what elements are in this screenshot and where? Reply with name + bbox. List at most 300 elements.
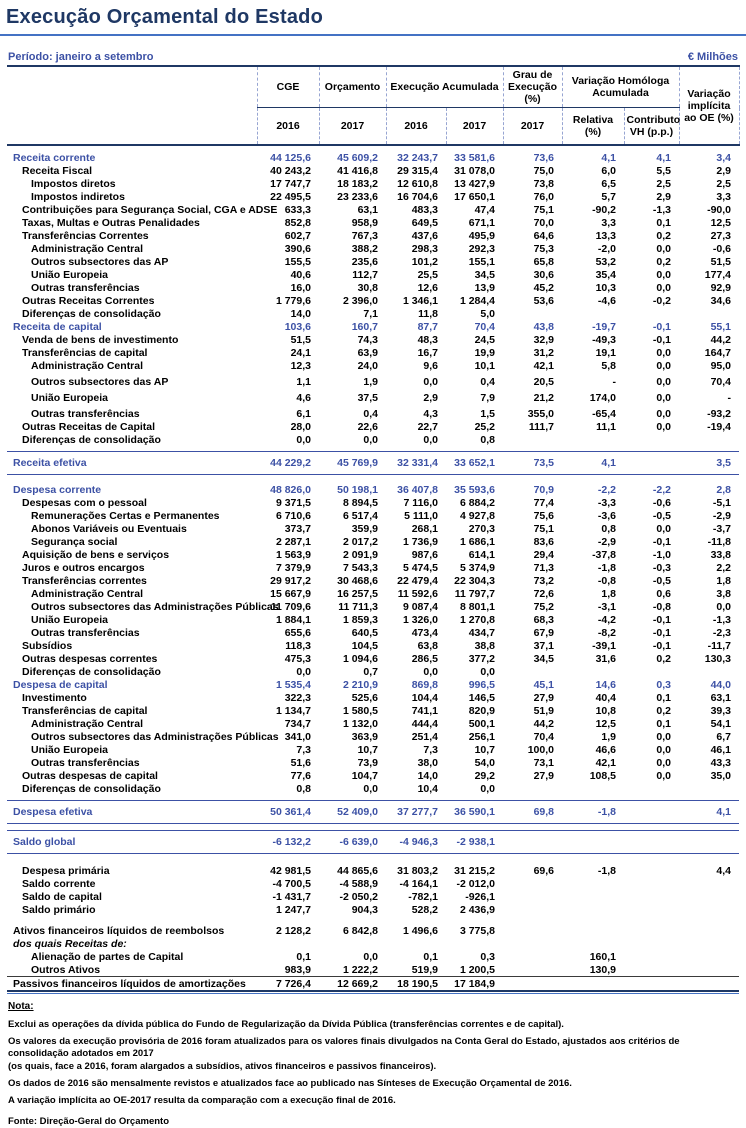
cell-value: 13,3	[595, 229, 616, 242]
cell-value: 44 229,2	[257, 452, 319, 475]
cell-value	[503, 782, 562, 795]
cell-value: 1 884,1	[275, 613, 311, 626]
row-label: Abonos Variáveis ou Eventuais	[31, 522, 187, 535]
column-sub-header: 2016	[257, 108, 319, 146]
cell-value: -19,7	[592, 320, 616, 333]
cell-value: -90,0	[707, 203, 732, 216]
cell-value	[562, 937, 624, 950]
cell-value: 31 215,2	[454, 864, 495, 877]
cell-value: 15 667,9	[270, 587, 311, 600]
cell-value: 0,0	[656, 407, 672, 420]
cell-value: 24,5	[474, 333, 495, 346]
cell-value: 76,0	[533, 190, 554, 203]
cell-value: 0,0	[656, 756, 672, 769]
cell-value: 0,0	[480, 782, 495, 795]
cell-value: 92,9	[710, 281, 732, 294]
period-label: Período: janeiro a setembro	[8, 51, 154, 63]
cell-value: 0,0	[423, 433, 438, 446]
row-label: Outros Ativos	[31, 963, 101, 976]
row-label: União Europeia	[31, 743, 109, 756]
cell-value: 104,7	[351, 769, 378, 782]
cell-value: 27,3	[710, 229, 732, 242]
cell-value: -0,1	[652, 639, 672, 652]
cell-value: 3,8	[716, 587, 732, 600]
cell-value: 5,0	[480, 307, 495, 320]
table-row	[7, 307, 739, 320]
cell-value: 12,5	[595, 717, 616, 730]
column-group-header: Variação implícita ao OE (%)	[679, 66, 739, 145]
row-label: Transferências correntes	[22, 574, 147, 587]
table-row	[7, 626, 739, 639]
cell-value: -1,3	[712, 613, 732, 626]
row-label: Passivos financeiros líquidos de amortizações	[7, 977, 257, 992]
cell-value: 40,6	[290, 268, 311, 281]
cell-value: -0,1	[652, 613, 672, 626]
cell-value	[624, 903, 679, 916]
cell-value: -49,3	[592, 333, 616, 346]
cell-value: 1 200,5	[459, 963, 495, 976]
cell-value: -11,8	[707, 535, 732, 548]
cell-value: 0,7	[363, 665, 378, 678]
cell-value	[562, 977, 624, 992]
cell-value	[679, 307, 739, 320]
cell-value	[503, 977, 562, 992]
cell-value: 40,4	[595, 691, 616, 704]
cell-value	[624, 963, 679, 977]
cell-value: 30 468,6	[337, 574, 378, 587]
cell-value: 0,8	[601, 522, 616, 535]
cell-value: 1,9	[601, 730, 616, 743]
cell-value: 35,4	[595, 268, 616, 281]
spacer-row	[7, 916, 739, 924]
cell-value: 174,0	[589, 391, 616, 404]
row-label: Outros subsectores das Administrações Públicas	[31, 600, 279, 613]
cell-value: 1 563,9	[275, 548, 311, 561]
cell-value: 820,9	[468, 704, 495, 717]
cell-value: 10,7	[357, 743, 378, 756]
cell-value: 111,7	[528, 420, 554, 433]
cell-value: 40 243,2	[270, 164, 311, 177]
row-label: União Europeia	[31, 391, 109, 404]
cell-value: -65,4	[592, 407, 616, 420]
cell-value: 4,1	[562, 452, 624, 475]
cell-value: -6 639,0	[319, 831, 386, 854]
table-row	[7, 375, 739, 388]
cell-value: 68,3	[533, 613, 554, 626]
cell-value: 5,7	[601, 190, 616, 203]
row-label: Remunerações Certas e Permanentes	[31, 509, 220, 522]
cell-value: 6,7	[716, 730, 732, 743]
cell-value: 1 736,9	[402, 535, 438, 548]
cell-value: -4,2	[597, 613, 616, 626]
cell-value: -1,0	[652, 548, 672, 561]
row-label: Outras transferências	[31, 281, 140, 294]
row-label: Receita de capital	[13, 320, 102, 333]
row-label: Juros e outros encargos	[22, 561, 145, 574]
cell-value: -4 164,1	[399, 877, 438, 890]
cell-value: 38,0	[417, 756, 438, 769]
cell-value: 0,4	[480, 375, 495, 388]
cell-value: 37,1	[533, 639, 554, 652]
cell-value: 767,3	[351, 229, 378, 242]
cell-value: 33 652,1	[446, 452, 503, 475]
cell-value: 7 543,3	[342, 561, 378, 574]
cell-value	[679, 903, 739, 916]
cell-value: 2 436,9	[459, 903, 495, 916]
cell-value: 2 396,0	[342, 294, 378, 307]
cell-value: 473,4	[411, 626, 438, 639]
cell-value: 29 917,2	[270, 574, 311, 587]
cell-value	[624, 665, 679, 678]
cell-value	[624, 831, 679, 854]
table-row	[7, 801, 739, 824]
row-label: dos quais Receitas de:	[13, 937, 127, 950]
cell-value: 54,1	[710, 717, 732, 730]
cell-value: -0,8	[652, 600, 672, 613]
cell-value: 50 198,1	[337, 483, 378, 496]
cell-value: 0,0	[480, 665, 495, 678]
cell-value: 5,8	[601, 359, 616, 372]
cell-value: 22 479,4	[397, 574, 438, 587]
cell-value	[624, 864, 679, 877]
table-row	[7, 977, 739, 992]
cell-value: 101,2	[411, 255, 438, 268]
cell-value: 103,6	[284, 320, 311, 333]
row-label: Subsídios	[22, 639, 73, 652]
row-label: Despesa de capital	[13, 678, 108, 691]
table-row	[7, 509, 739, 522]
cell-value: 0,2	[656, 255, 672, 268]
table-row	[7, 743, 739, 756]
cell-value: 29,2	[474, 769, 495, 782]
row-label: Venda de bens de investimento	[22, 333, 179, 346]
cell-value: 69,8	[503, 801, 562, 824]
table-row	[7, 268, 739, 281]
cell-value: 31 803,2	[397, 864, 438, 877]
cell-value: -5,1	[712, 496, 732, 509]
note-line: Exclui as operações da dívida pública do Fundo de Regularização da Dívida Pública (transferências correntes e de capital).	[8, 1019, 564, 1030]
table-row	[7, 587, 739, 600]
cell-value	[624, 890, 679, 903]
cell-value: 44 865,6	[337, 864, 378, 877]
cell-value: 4,6	[296, 391, 311, 404]
column-group-header: Variação Homóloga Acumulada	[562, 66, 679, 108]
table-row	[7, 678, 739, 691]
cell-value	[679, 963, 739, 977]
cell-value: -0,6	[712, 242, 732, 255]
row-label: Alienação de partes de Capital	[31, 950, 184, 963]
cell-value: -1 431,7	[272, 890, 311, 903]
cell-value: 10,1	[474, 359, 495, 372]
cell-value: -19,4	[707, 420, 732, 433]
cell-value: 53,2	[595, 255, 616, 268]
cell-value: 958,9	[351, 216, 378, 229]
row-label: Outros subsectores das Administrações Públicas	[31, 730, 279, 743]
cell-value	[562, 307, 624, 320]
cell-value	[679, 831, 739, 854]
cell-value: 65,8	[533, 255, 554, 268]
cell-value: 0,1	[656, 216, 672, 229]
cell-value: 0,2	[656, 229, 672, 242]
row-label: Receita efetiva	[7, 452, 257, 475]
cell-value: 74,3	[357, 333, 378, 346]
cell-value: 73,1	[533, 756, 554, 769]
table-row	[7, 359, 739, 372]
cell-value	[624, 452, 679, 475]
table-row	[7, 164, 739, 177]
cell-value: 434,7	[468, 626, 495, 639]
cell-value: 45,1	[533, 678, 554, 691]
row-label: Despesa corrente	[13, 483, 102, 496]
cell-value: 130,3	[704, 652, 732, 665]
cell-value	[503, 877, 562, 890]
note-line: (os quais, face a 2016, foram alargados a subsídios, ativos financeiros e passivos financeiros).	[8, 1061, 437, 1072]
cell-value: 388,2	[351, 242, 378, 255]
cell-value: 45 769,9	[319, 452, 386, 475]
cell-value: 16 257,5	[337, 587, 378, 600]
cell-value	[679, 877, 739, 890]
cell-value	[446, 937, 503, 950]
cell-value: 0,0	[656, 730, 672, 743]
table-row	[7, 937, 739, 950]
table-row	[7, 483, 739, 496]
cell-value: 9 087,4	[402, 600, 438, 613]
table-row	[7, 391, 739, 404]
cell-value: 71,3	[533, 561, 554, 574]
cell-value: 11,1	[596, 420, 616, 433]
cell-value: 73,5	[503, 452, 562, 475]
table-row	[7, 639, 739, 652]
cell-value: 14,0	[417, 769, 438, 782]
cell-value: 6,1	[296, 407, 311, 420]
cell-value: -1,8	[562, 801, 624, 824]
cell-value: 31,6	[595, 652, 616, 665]
cell-value: 7 379,9	[275, 561, 311, 574]
cell-value: 13 427,9	[454, 177, 495, 190]
cell-value: 0,0	[656, 769, 672, 782]
page-header	[0, 0, 746, 36]
cell-value: 36 590,1	[446, 801, 503, 824]
cell-value: 29 315,4	[397, 164, 438, 177]
cell-value: 4,1	[601, 151, 616, 164]
cell-value: 51,6	[290, 756, 311, 769]
table-row	[7, 407, 739, 420]
cell-value: 12,5	[710, 216, 732, 229]
column-group-header: CGE	[257, 66, 319, 108]
unit-label: € Milhões	[687, 51, 738, 63]
cell-value: -4,6	[597, 294, 616, 307]
cell-value: 53,6	[533, 294, 554, 307]
cell-value: 22,7	[417, 420, 438, 433]
cell-value: 251,4	[411, 730, 438, 743]
table-row	[7, 561, 739, 574]
cell-value: 3,5	[679, 452, 739, 475]
table-row	[7, 877, 739, 890]
table-row	[7, 864, 739, 877]
note-line: Os valores da execução provisória de 2016 foram atualizados para os valores finais divulgados na Conta Geral do Estado, ajustados aos critérios de consolidação adotados em 2017	[8, 1036, 680, 1059]
cell-value: -39,1	[592, 639, 616, 652]
cell-value: 286,5	[411, 652, 438, 665]
cell-value: 6 710,6	[275, 509, 311, 522]
cell-value: 2,9	[716, 164, 732, 177]
cell-value: -2,9	[712, 509, 732, 522]
cell-value: 30,8	[357, 281, 378, 294]
cell-value	[503, 665, 562, 678]
row-label: Diferenças de consolidação	[22, 782, 161, 795]
table-row	[7, 151, 739, 164]
cell-value: 70,4	[533, 730, 554, 743]
cell-value: 47,4	[474, 203, 495, 216]
cell-value: 87,7	[417, 320, 438, 333]
cell-value: 3,4	[716, 151, 732, 164]
cell-value: 19,9	[474, 346, 495, 359]
cell-value: 160,1	[589, 950, 616, 963]
row-label: Transferências de capital	[22, 346, 148, 359]
cell-value	[503, 307, 562, 320]
cell-value: 73,9	[357, 756, 378, 769]
cell-value: 2,5	[656, 177, 672, 190]
row-label: Saldo global	[7, 831, 257, 854]
cell-value: 19,1	[595, 346, 616, 359]
cell-value: -	[727, 391, 732, 404]
cell-value	[562, 665, 624, 678]
row-label: Impostos indiretos	[31, 190, 125, 203]
cell-value: 2,9	[656, 190, 672, 203]
row-label: Saldo primário	[22, 903, 96, 916]
cell-value: 5 374,9	[459, 561, 495, 574]
cell-value: 43,8	[533, 320, 554, 333]
cell-value: 45,2	[533, 281, 554, 294]
cell-value	[503, 963, 562, 977]
cell-value: 322,3	[284, 691, 311, 704]
cell-value: -926,1	[465, 890, 495, 903]
cell-value: 24,1	[290, 346, 311, 359]
table-row	[7, 730, 739, 743]
table-row	[7, 600, 739, 613]
row-label: Receita corrente	[13, 151, 96, 164]
column-sub-header: 2017	[319, 108, 386, 146]
cell-value: 1 284,4	[459, 294, 495, 307]
cell-value: 0,3	[656, 678, 672, 691]
cell-value: 6 884,2	[459, 496, 495, 509]
cell-value: 51,5	[290, 333, 311, 346]
cell-value: 39,3	[710, 704, 732, 717]
cell-value: 37,5	[357, 391, 378, 404]
cell-value: 235,6	[351, 255, 378, 268]
cell-value: 10,8	[595, 704, 616, 717]
cell-value: 5,5	[656, 164, 672, 177]
cell-value	[562, 890, 624, 903]
cell-value: -37,8	[592, 548, 616, 561]
row-label: União Europeia	[31, 268, 109, 281]
cell-value: 1 247,7	[275, 903, 311, 916]
cell-value: 0,0	[656, 281, 672, 294]
cell-value: 48,3	[417, 333, 438, 346]
cell-value: 63,1	[357, 203, 378, 216]
cell-value: 0,0	[363, 433, 378, 446]
cell-value: 31,2	[533, 346, 554, 359]
cell-value: 118,3	[285, 639, 311, 652]
cell-value: 7,9	[480, 391, 495, 404]
row-label: Despesa primária	[22, 864, 110, 877]
cell-value: 0,0	[656, 522, 672, 535]
cell-value	[679, 433, 739, 446]
cell-value	[624, 307, 679, 320]
cell-value: 633,3	[284, 203, 311, 216]
row-label: Outras Receitas Correntes	[22, 294, 155, 307]
row-label: Outras transferências	[31, 626, 140, 639]
cell-value	[679, 937, 739, 950]
cell-value: 0,0	[656, 359, 672, 372]
cell-value: 52 409,0	[319, 801, 386, 824]
cell-value	[503, 433, 562, 446]
table-row	[7, 548, 739, 561]
table-row	[7, 420, 739, 433]
meta-row	[8, 51, 738, 64]
cell-value: 5 474,5	[402, 561, 438, 574]
cell-value: 104,4	[411, 691, 438, 704]
cell-value: 0,0	[423, 665, 438, 678]
cell-value: -0,1	[652, 320, 672, 333]
cell-value	[679, 924, 739, 937]
cell-value: 4,4	[716, 864, 732, 877]
table-row	[7, 924, 739, 937]
cell-value: 8 894,5	[342, 496, 378, 509]
cell-value	[624, 937, 679, 950]
row-label: Outras despesas correntes	[22, 652, 158, 665]
cell-value	[562, 924, 624, 937]
cell-value: 437,6	[411, 229, 438, 242]
cell-value: 42,1	[595, 756, 616, 769]
cell-value: 44,2	[533, 717, 554, 730]
cell-value: 1 326,0	[402, 613, 438, 626]
cell-value: 104,5	[351, 639, 378, 652]
cell-value: 36 407,8	[397, 483, 438, 496]
note-line: A variação implícita ao OE-2017 resulta da comparação com a execução final de 2016.	[8, 1095, 396, 1106]
cell-value: 1 346,1	[402, 294, 438, 307]
cell-value: -1,8	[597, 864, 616, 877]
cell-value: 177,4	[704, 268, 732, 281]
cell-value: -3,1	[597, 600, 616, 613]
cell-value: 528,2	[411, 903, 438, 916]
cell-value: 10,4	[417, 782, 438, 795]
cell-value: -0,1	[652, 535, 672, 548]
cell-value: 500,1	[468, 717, 495, 730]
cell-value	[679, 950, 739, 963]
cell-value: 741,1	[411, 704, 438, 717]
cell-value: 112,7	[352, 268, 378, 281]
cell-value	[679, 665, 739, 678]
cell-value: 519,9	[411, 963, 438, 976]
cell-value: 73,8	[533, 177, 554, 190]
row-label: Despesa efetiva	[7, 801, 257, 824]
column-header-empty	[7, 66, 257, 145]
cell-value: -2 938,1	[446, 831, 503, 854]
cell-value	[503, 903, 562, 916]
row-label: Contribuições para Segurança Social, CGA e ADSE	[22, 203, 278, 216]
cell-value: -2 012,0	[456, 877, 495, 890]
cell-value: 35 593,6	[454, 483, 495, 496]
cell-value: 100,0	[527, 743, 554, 756]
cell-value: 495,9	[468, 229, 495, 242]
row-label: Administração Central	[31, 242, 144, 255]
cell-value: 18 190,5	[386, 977, 446, 992]
cell-value: 1 779,6	[275, 294, 311, 307]
cell-value: 0,0	[656, 242, 672, 255]
cell-value: -2,0	[597, 242, 616, 255]
table-row	[7, 281, 739, 294]
cell-value: 29,4	[533, 548, 554, 561]
